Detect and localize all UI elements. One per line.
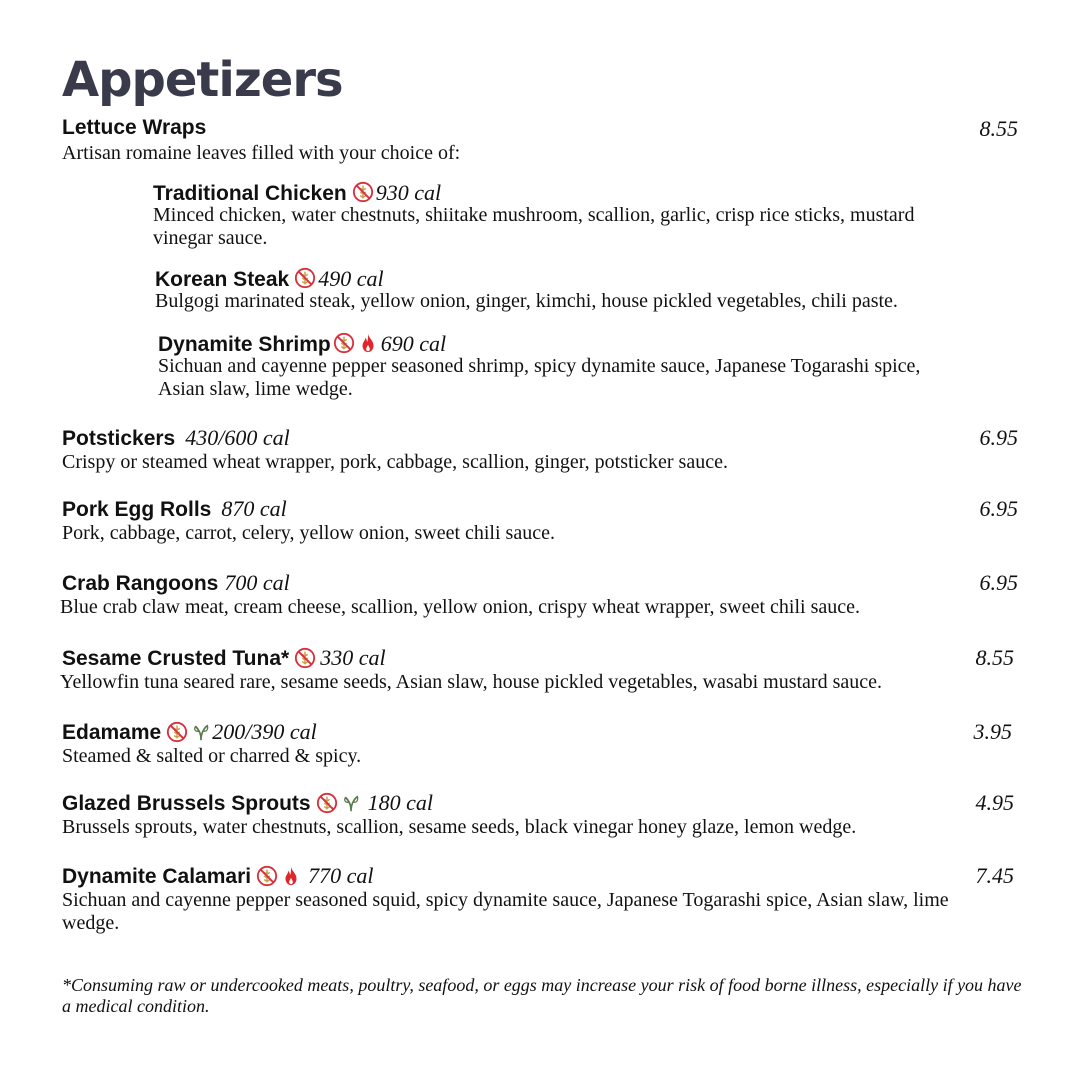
gluten-free-icon [316,792,338,814]
item-price: 6.95 [979,425,1018,450]
vegan-icon [190,721,212,743]
option-calories: 930 cal [375,180,442,205]
item-description: Steamed & salted or charred & spicy. [62,745,362,767]
item-price: 6.95 [979,570,1018,595]
item-calories: 200/390 cal [212,719,317,744]
option-icons [333,332,379,354]
option-icons [352,181,374,203]
page-title: Appetizers [62,52,343,108]
option-calories: 690 cal [380,331,447,356]
option-calories: 490 cal [318,266,384,291]
item-name: Crab Rangoons [62,572,219,595]
item-price: 8.55 [975,645,1014,670]
option-korean-steak [155,266,935,313]
menu-item-potstickers [62,425,1018,474]
item-calories: 770 cal [308,863,374,888]
item-name: Pork Egg Rolls [62,498,212,521]
item-price: 4.95 [975,790,1014,815]
spicy-icon [357,332,379,354]
menu-item-edamame [62,719,1018,768]
option-name: Korean Steak [155,268,290,291]
item-icons [294,647,316,669]
menu-item-sesame-crusted-tuna [62,645,1018,694]
option-description: Minced chicken, water chestnuts, shiitake mushroom, scallion, garlic, crisp rice sticks, mustard vinegar sauce. [153,204,915,249]
item-calories: 180 cal [367,790,433,815]
item-name: Edamame [62,721,162,744]
vegan-icon [340,792,362,814]
menu-item-pork-egg-rolls [62,496,1018,545]
option-dynamite-shrimp [158,331,938,401]
option-traditional-chicken [153,180,933,250]
gluten-free-icon [166,721,188,743]
footnote: *Consuming raw or undercooked meats, poultry, seafood, or eggs may increase your risk of food borne illness, especially if you have a medical condition. [62,975,1022,1016]
menu-item-dynamite-calamari [62,863,1018,935]
item-name: Lettuce Wraps [62,116,207,139]
item-calories: 700 cal [224,570,290,595]
menu-item-crab-rangoons [62,570,1018,619]
gluten-free-icon [352,181,374,203]
item-price: 3.95 [973,719,1012,744]
item-price: 7.45 [975,863,1014,888]
option-icons [294,267,316,289]
gluten-free-icon [294,647,316,669]
menu-item-lettuce-wraps [62,116,1018,401]
item-icons [256,865,302,887]
item-calories: 430/600 cal [185,425,290,450]
item-description: Blue crab claw meat, cream cheese, scallion, yellow onion, crispy wheat wrapper, sweet chili sauce. [60,596,860,618]
item-icons [316,792,362,814]
item-description: Brussels sprouts, water chestnuts, scallion, sesame seeds, black vinegar honey glaze, lemon wedge. [62,816,857,838]
gluten-free-icon [256,865,278,887]
item-calories: 870 cal [221,496,287,521]
item-description: Sichuan and cayenne pepper seasoned squid, spicy dynamite sauce, Japanese Togarashi spice, Asian slaw, lime wedge. [62,889,949,934]
item-name: Glazed Brussels Sprouts [62,792,311,815]
gluten-free-icon [333,332,355,354]
item-description: Pork, cabbage, carrot, celery, yellow onion, sweet chili sauce. [62,522,555,544]
item-name: Dynamite Calamari [62,865,252,888]
gluten-free-icon [294,267,316,289]
item-description: Yellowfin tuna seared rare, sesame seeds, Asian slaw, house pickled vegetables, wasabi mustard sauce. [60,671,882,693]
option-description: Bulgogi marinated steak, yellow onion, ginger, kimchi, house pickled vegetables, chili paste. [155,290,898,312]
option-name: Traditional Chicken [153,182,347,205]
item-icons [166,721,212,743]
option-description: Sichuan and cayenne pepper seasoned shrimp, spicy dynamite sauce, Japanese Togarashi spice, Asian slaw, lime wedge. [158,355,921,400]
item-name: Sesame Crusted Tuna* [62,647,290,670]
item-description: Artisan romaine leaves filled with your choice of: [62,142,461,164]
option-name: Dynamite Shrimp [158,333,331,356]
spicy-icon [280,865,302,887]
item-price: 8.55 [979,116,1018,141]
item-calories: 330 cal [320,645,386,670]
menu-item-glazed-brussels-sprouts [62,790,1018,839]
item-price: 6.95 [979,496,1018,521]
item-description: Crispy or steamed wheat wrapper, pork, cabbage, scallion, ginger, potsticker sauce. [62,451,728,473]
item-name: Potstickers [62,427,176,450]
